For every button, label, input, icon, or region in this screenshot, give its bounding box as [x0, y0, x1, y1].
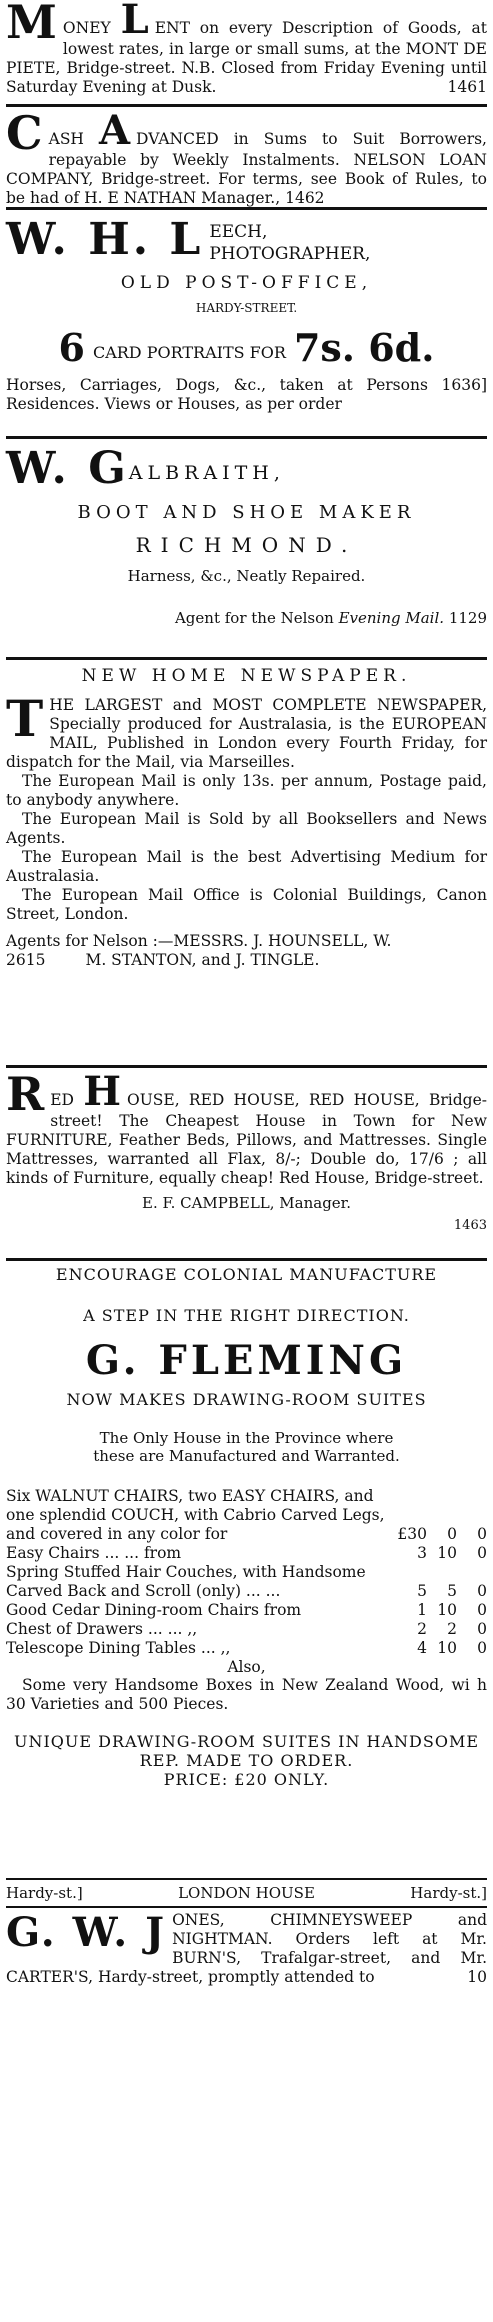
business-name: G. FLEMING: [85, 1337, 408, 1384]
price-pounds: 4: [417, 1639, 427, 1657]
ad-text: [6, 106, 487, 208]
price-list: [6, 1544, 487, 1658]
divider: [6, 1065, 487, 1068]
price-pence: 0: [477, 1639, 487, 1657]
ad-header: [6, 214, 487, 265]
repair-note: Harness, &c., Neatly Repaired.: [127, 567, 366, 585]
ad-european-mail: [6, 666, 487, 1061]
price-pence: 0: [477, 1620, 487, 1638]
paragraph: The European Mail is Sold by all Booksellers and News Agents.: [6, 810, 487, 847]
item-price: [397, 1601, 487, 1620]
price-shillings: 10: [437, 1601, 457, 1619]
price-line: PRICE: £20 ONLY.: [163, 1770, 330, 1789]
agents-line: Agents for Nelson :—MESSRS. J. HOUNSELL, W.: [6, 932, 392, 950]
offer-text: CARD PORTRAITS FOR: [92, 343, 286, 362]
ad-header: [6, 443, 487, 494]
price-pence: 0: [477, 1582, 487, 1600]
paragraph: The European Mail Office is Colonial Buildings, Canon Street, London.: [6, 886, 487, 923]
item-label: Good Cedar Dining-room Chairs from: [6, 1601, 302, 1619]
newspaper-column: [6, 0, 487, 2024]
agents-line: [6, 951, 487, 970]
unique-line: UNIQUE DRAWING-ROOM SUITES IN HANDSOME REP. MADE TO ORDER.: [14, 1732, 479, 1770]
business-name: W. G: [6, 443, 129, 494]
item-price: [397, 1639, 487, 1658]
ad-money-lent: [6, 0, 487, 100]
item-price: [397, 1582, 487, 1601]
street-right: Hardy-st.]: [410, 1884, 487, 1902]
ad-body: large or small sums, at the MONT DE PIETE, Bridge-street. N.B. Closed from Friday Evening until Saturday Evening at Dusk.: [6, 40, 487, 96]
ad-body: Cheapest House in Town for New FURNITURE, Feather Beds, Pillows, and Mattresses. Single Mattresses, warranted all Flax, 8/-; Double do, 17/6 ; all kinds of Furniture, equally cheap! Red House, Bridge-street.: [6, 1112, 487, 1187]
agent-paper: Evening Mail.: [338, 609, 445, 627]
ad-number: 10: [467, 1968, 487, 1986]
drop-cap: A: [99, 107, 131, 154]
drop-cap: G. W. J: [6, 1909, 167, 1956]
ad-body: Instalments. NELSON LOAN COMPANY, Bridge-street. For terms, see Book of Rules, to be had of H. E NATHAN Manager.,: [6, 151, 487, 207]
ad-body: left at Mr. BURN'S, Trafalgar-street, and Mr. CARTER'S, Hardy-street, promptly attended to: [6, 1930, 487, 1986]
drop-cap: T: [6, 689, 44, 748]
role: PHOTOGRAPHER,: [209, 244, 371, 264]
london-house-line: [6, 1884, 487, 1902]
price-row: [6, 1601, 487, 1620]
ad-london-house: [6, 1884, 487, 2024]
price-pence: 0: [477, 1544, 487, 1562]
drop-cap: C: [6, 106, 43, 160]
lead-text: ENT on every Description of Goods, at lowest rates, in: [62, 19, 487, 58]
price-pence: 0: [477, 1601, 487, 1619]
ad-number: 1463: [453, 1218, 487, 1233]
ad-red-house: [6, 1067, 487, 1254]
price-row: [6, 1563, 487, 1601]
makes-line: NOW MAKES DRAWING-ROOM SUITES: [66, 1390, 427, 1409]
place: OLD POST-OFFICE,: [120, 273, 373, 293]
boxes-line: Some very Handsome Boxes in New Zealand Wood, wi h 30 Varieties and 500 Pieces.: [6, 1676, 487, 1713]
agents-names: M. STANTON, and J. TINGLE.: [85, 951, 320, 969]
item-price: [397, 1544, 487, 1563]
price-row: [6, 1639, 487, 1658]
business-name: W. H. L: [6, 214, 204, 265]
lead-text: ONES, CHIMNEYSWEEP and NIGHTMAN. Orders: [172, 1911, 487, 1948]
price-shillings: 10: [437, 1544, 457, 1562]
name-rest: EECH,: [209, 222, 268, 242]
paragraph: HE LARGEST and MOST COMPLETE NEWSPAPER, Specially produced for Australasia, is the EUROPEAN MAIL, Published in London every Fourth Friday, for dispatch for the Mail, via Marseilles.: [6, 696, 487, 771]
offer-price: 7s. 6d.: [293, 325, 435, 370]
note-line: The Only House in the Province where: [99, 1429, 394, 1447]
business-role: [209, 221, 370, 265]
lead-text: DVANCED in Sums to Suit Borrowers, repayable by Weekly: [48, 130, 487, 169]
ad-body: Horses, Carriages, Dogs, &c., taken at Persons 1636] Residences. Views or Houses, as per order: [6, 376, 487, 413]
drop-cap: L: [120, 0, 149, 43]
price-pounds: 5: [417, 1582, 427, 1600]
drop-cap: H: [83, 1068, 122, 1115]
offer-number: 6: [58, 325, 85, 370]
item-price: [393, 1525, 487, 1544]
ad-number: 1129: [448, 609, 487, 627]
also: Also,: [227, 1658, 266, 1676]
ad-number: 2615: [6, 951, 46, 969]
sub-heading: A STEP IN THE RIGHT DIRECTION.: [83, 1306, 410, 1325]
agent-line: [6, 609, 487, 627]
note-line: these are Manufactured and Warranted.: [93, 1447, 400, 1465]
price-shillings: 2: [447, 1620, 457, 1638]
divider: [6, 1878, 487, 1880]
drop-cap: R: [6, 1067, 45, 1121]
ad-text: [6, 1067, 487, 1188]
ad-number: 1461: [447, 78, 487, 96]
ad-text: [6, 1911, 487, 1987]
item-label: Spring Stuffed Hair Couches, with Handsome Carved Back and Scroll (only) ... ...: [6, 1563, 366, 1600]
lead-word: ED: [50, 1091, 74, 1109]
ad-galbraith: [6, 443, 487, 653]
ad-heading: NEW HOME NEWSPAPER.: [81, 666, 412, 686]
divider: [6, 104, 487, 107]
price-pounds: 2: [417, 1620, 427, 1638]
signature: E. F. CAMPBELL, Manager.: [142, 1194, 351, 1212]
trade: BOOT AND SHOE MAKER: [77, 502, 416, 523]
ad-text: [6, 0, 487, 97]
lead-word: ONEY: [62, 19, 111, 37]
paragraph: The European Mail is the best Advertising Medium for Australasia.: [6, 848, 487, 885]
price-pounds: 3: [417, 1544, 427, 1562]
price-row: [6, 1544, 487, 1563]
divider: [6, 1258, 487, 1261]
item-price: [397, 1620, 487, 1639]
ad-number: 1462: [285, 189, 325, 207]
divider: [6, 436, 487, 439]
paragraph: The European Mail is only 13s. per annum, Postage paid, to anybody anywhere.: [6, 772, 487, 809]
lead-word: ASH: [48, 130, 84, 148]
price-pounds: 1: [417, 1601, 427, 1619]
divider: [6, 657, 487, 660]
item-label: Telescope Dining Tables ... ,,: [6, 1639, 231, 1657]
name-rest: ALBRAITH,: [128, 462, 285, 484]
drop-cap: M: [6, 0, 57, 49]
item-label: Six WALNUT CHAIRS, two EASY CHAIRS, and one splendid COUCH, with Cabrio Carved Legs, and covered in any color for: [6, 1487, 385, 1543]
agent-text: Agent for the Nelson: [174, 609, 334, 627]
town: RICHMOND.: [135, 533, 358, 557]
item-label: Chest of Drawers ... ... ,,: [6, 1620, 198, 1638]
divider: [6, 1906, 487, 1908]
house-name: LONDON HOUSE: [178, 1884, 315, 1902]
ad-heading: ENCOURAGE COLONIAL MANUFACTURE: [55, 1265, 438, 1284]
street-left: Hardy-st.]: [6, 1884, 83, 1902]
price-shillings: 5: [447, 1582, 457, 1600]
price-pence: 0: [477, 1525, 487, 1543]
item-label: Easy Chairs ... ... from: [6, 1544, 182, 1562]
price-shillings: 10: [437, 1639, 457, 1657]
price-pounds: £30: [397, 1525, 427, 1543]
price-row: [6, 1487, 487, 1544]
offer: [6, 325, 487, 370]
ad-text: [6, 689, 487, 772]
ad-fleming: [6, 1265, 487, 1875]
lead-text: OUSE, RED HOUSE, RED HOUSE, Bridge-street! The: [50, 1091, 487, 1130]
ad-cash-advanced: [6, 106, 487, 207]
price-shillings: 0: [447, 1525, 457, 1543]
ad-leech-photographer: [6, 214, 487, 432]
price-row: [6, 1620, 487, 1639]
street: HARDY-STREET.: [195, 301, 298, 315]
